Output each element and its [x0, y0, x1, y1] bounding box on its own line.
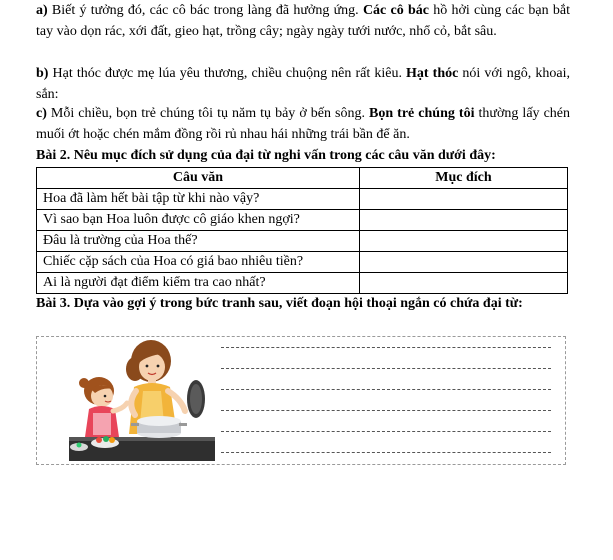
- paragraph-a-label: a): [36, 3, 48, 18]
- sentence-cell: Đâu là trường của Hoa thế?: [37, 231, 360, 252]
- table-row: [37, 273, 568, 294]
- answer-line[interactable]: [221, 431, 551, 432]
- paragraph-c-bold: Bọn trẻ chúng tôi: [369, 106, 475, 121]
- paragraph-a-text2: hồ hởi cùng các bạn bắt tay vào dọn rác, xới đất, gieo hạt, trồng cây; ngày ngày tưới nước, nhổ cỏ, bắt sâu.: [36, 3, 570, 39]
- sentence-cell: Ai là người đạt điểm kiểm tra cao nhất?: [37, 273, 360, 294]
- paragraph-a-text1: Biết ý tưởng đó, các cô bác trong làng đã hưởng ứng.: [47, 3, 363, 18]
- purpose-answer-cell[interactable]: [360, 189, 568, 210]
- purpose-answer-cell[interactable]: [360, 210, 568, 231]
- paragraph-b-bold: Hạt thóc: [406, 66, 459, 81]
- answer-line[interactable]: [221, 410, 551, 411]
- answer-line[interactable]: [221, 368, 551, 369]
- answer-line[interactable]: [221, 389, 551, 390]
- answer-line[interactable]: [221, 347, 551, 348]
- table-row: [37, 189, 568, 210]
- purpose-answer-cell[interactable]: [360, 231, 568, 252]
- sentence-cell: Vì sao bạn Hoa luôn được cô giáo khen ngợi?: [37, 210, 360, 231]
- paragraph-c-text1: Mỗi chiều, bọn trẻ chúng tôi tụ năm tụ bảy ở bến sông.: [46, 106, 370, 121]
- paragraph-b-text2: nói với ngô, khoai, sắn:: [36, 66, 570, 102]
- table-row: [37, 210, 568, 231]
- exercise-2-title: Bài 2. Nêu mục đích sử dụng của đại từ nghi vấn trong các câu văn dưới đây:: [36, 148, 496, 163]
- exercise-2-table: [36, 167, 568, 294]
- answer-line[interactable]: [221, 452, 551, 453]
- exercise-3-frame: [36, 336, 566, 465]
- paragraph-c-text2: thường lấy chén muối ớt hoặc chén mắm đồng rồi rủ nhau hái những trái bần để ăn.: [36, 106, 570, 142]
- paragraph-a-bold: Các cô bác: [362, 3, 429, 18]
- table-header-row: [37, 168, 568, 189]
- purpose-answer-cell[interactable]: [360, 252, 568, 273]
- mother-daughter-cooking-illustration: [39, 339, 215, 462]
- table-row: [37, 252, 568, 273]
- paragraph-b-label: b): [36, 66, 49, 81]
- paragraph-b: [36, 63, 570, 105]
- purpose-answer-cell[interactable]: [360, 273, 568, 294]
- column-header-sentence: Câu văn: [37, 168, 360, 189]
- paragraph-a: [36, 0, 570, 42]
- paragraph-c-label: c): [36, 106, 47, 121]
- table-row: [37, 231, 568, 252]
- sentence-cell: Hoa đã làm hết bài tập từ khi nào vậy?: [37, 189, 360, 210]
- sentence-cell: Chiếc cặp sách của Hoa có giá bao nhiêu tiền?: [37, 252, 360, 273]
- column-header-purpose: Mục đích: [360, 168, 568, 189]
- paragraph-b-text1: Hạt thóc được mẹ lúa yêu thương, chiều chuộng nên rất kiêu.: [48, 66, 407, 81]
- paragraph-c: [36, 103, 570, 145]
- exercise-3-title: Bài 3. Dựa vào gợi ý trong bức tranh sau, viết đoạn hội thoại ngắn có chứa đại từ:: [36, 296, 523, 311]
